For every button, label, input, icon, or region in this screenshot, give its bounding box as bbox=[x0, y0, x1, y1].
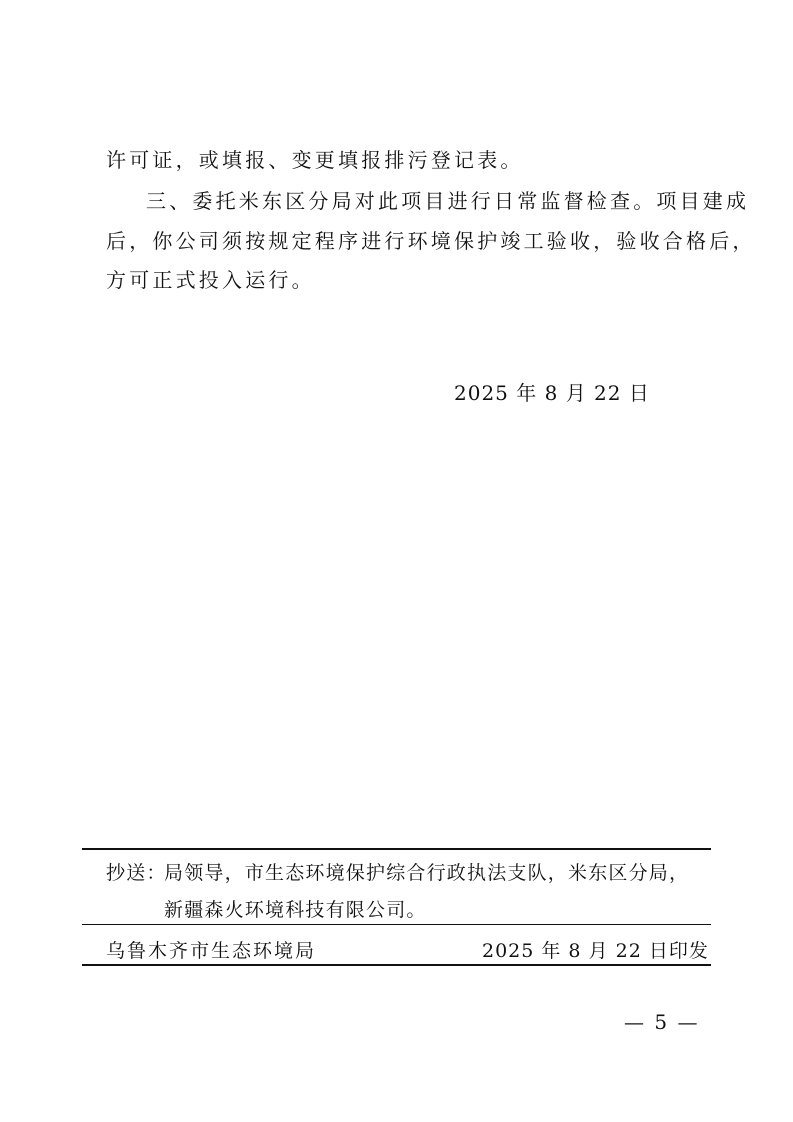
footer-bottom-rule bbox=[82, 964, 711, 966]
cc-label: 抄送： bbox=[106, 862, 167, 884]
body-paragraph-line-2: 三、委托米东区分局对此项目进行日常监督检查。项目建成 bbox=[146, 189, 750, 213]
cc-recipients-line-1: 局领导，市生态环境保护综合行政执法支队，米东区分局， bbox=[164, 862, 690, 884]
print-date: 2025 年 8 月 22 日印发 bbox=[482, 940, 709, 962]
body-paragraph-line-4: 方可正式投入运行。 bbox=[106, 268, 315, 292]
page-number: — 5 — bbox=[624, 1010, 700, 1034]
footer-middle-rule bbox=[82, 924, 711, 925]
body-paragraph-line-1: 许可证，或填报、变更填报排污登记表。 bbox=[106, 148, 524, 172]
footer-top-rule bbox=[82, 848, 711, 850]
issuer-name: 乌鲁木齐市生态环境局 bbox=[106, 940, 317, 962]
signature-date: 2025 年 8 月 22 日 bbox=[454, 381, 650, 405]
body-paragraph-line-3: 后，你公司须按规定程序进行环境保护竣工验收，验收合格后， bbox=[106, 229, 756, 253]
cc-recipients-line-2: 新疆森火环境科技有限公司。 bbox=[164, 899, 427, 921]
